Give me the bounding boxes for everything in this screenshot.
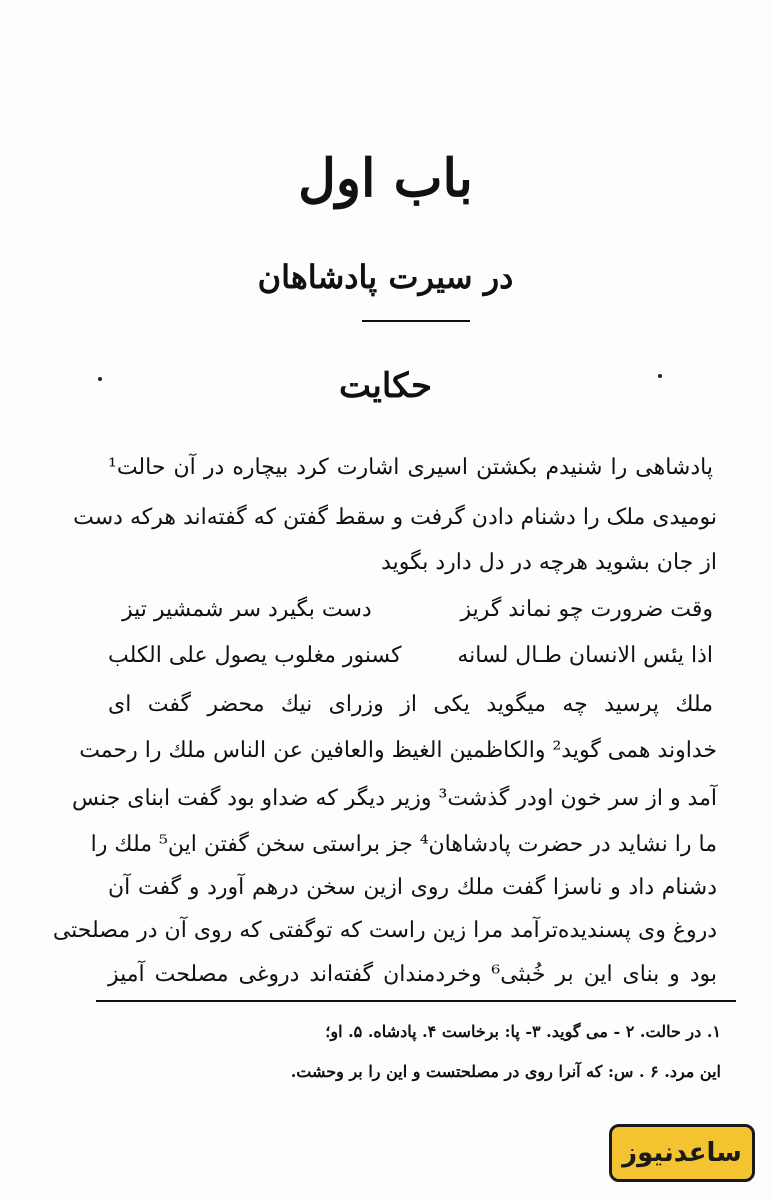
verse-left: کسنور مغلوب یصول علی الکلب	[108, 643, 402, 668]
body-line: دروغ وی پسندیده‌ترآمد مرا زین راست که توگفتی که روی آن در مصلحتی	[52, 918, 717, 943]
body-line: نومیدی ملک را دشنام دادن گرفت و سقط گفتن که گفته‌اند هرکه دست	[73, 505, 717, 530]
chapter-subtitle: در سیرت پادشاهان	[257, 258, 514, 296]
verse-right: وقت ضرورت چو نماند گریز	[460, 597, 713, 622]
body-line: پادشاهی را شنیدم بکشتن اسیری اشارت کرد بیچاره در آن حالت¹	[108, 455, 713, 480]
body-line: خداوند همی گوید² والکاظمین الغیظ والعافین عن الناس ملك را رحمت	[79, 738, 717, 763]
title-divider	[362, 320, 470, 322]
watermark-text: ساعدنیوز	[622, 1138, 742, 1168]
footnote-line: این مرد. ۶ . س: که آنرا روی در مصلحتست و این را بر وحشت.	[290, 1062, 721, 1081]
body-line: از جان بشوید هرچه در دل دارد بگوید	[381, 550, 717, 575]
verse-right: اذا یئس الانسان طـال لسانه	[457, 643, 713, 668]
chapter-title: باب اول	[298, 148, 473, 209]
body-line: ما را نشاید در حضرت پادشاهان⁴ جز براستی سخن گفتن این⁵ ملك را	[90, 832, 717, 857]
footnote-divider	[96, 1000, 736, 1002]
verse-left: دست بگیرد سر شمشیر تیز	[122, 597, 372, 622]
watermark-logo	[609, 1124, 755, 1182]
section-heading: حکایت	[338, 366, 432, 406]
footnote-line: ۱. در حالت. ۲ - می گوید. ۳- پا: برخاست ۴. پادشاه. ۵. او؛	[325, 1022, 721, 1041]
body-line: آمد و از سر خون اودر گذشت³ وزیر دیگر که ضداو بود گفت ابنای جنس	[72, 786, 717, 811]
body-line: بود و بنای این بر خُبثی⁶ وخردمندان گفته‌اند دروغی مصلحت آمیز	[108, 962, 717, 987]
body-line: ملك پرسید چه میگوید یکی از وزرای نیك محضر گفت ای	[108, 692, 713, 717]
body-line: دشنام داد و ناسزا گفت ملك روی ازین سخن درهم آورد و گفت آن	[108, 875, 717, 900]
